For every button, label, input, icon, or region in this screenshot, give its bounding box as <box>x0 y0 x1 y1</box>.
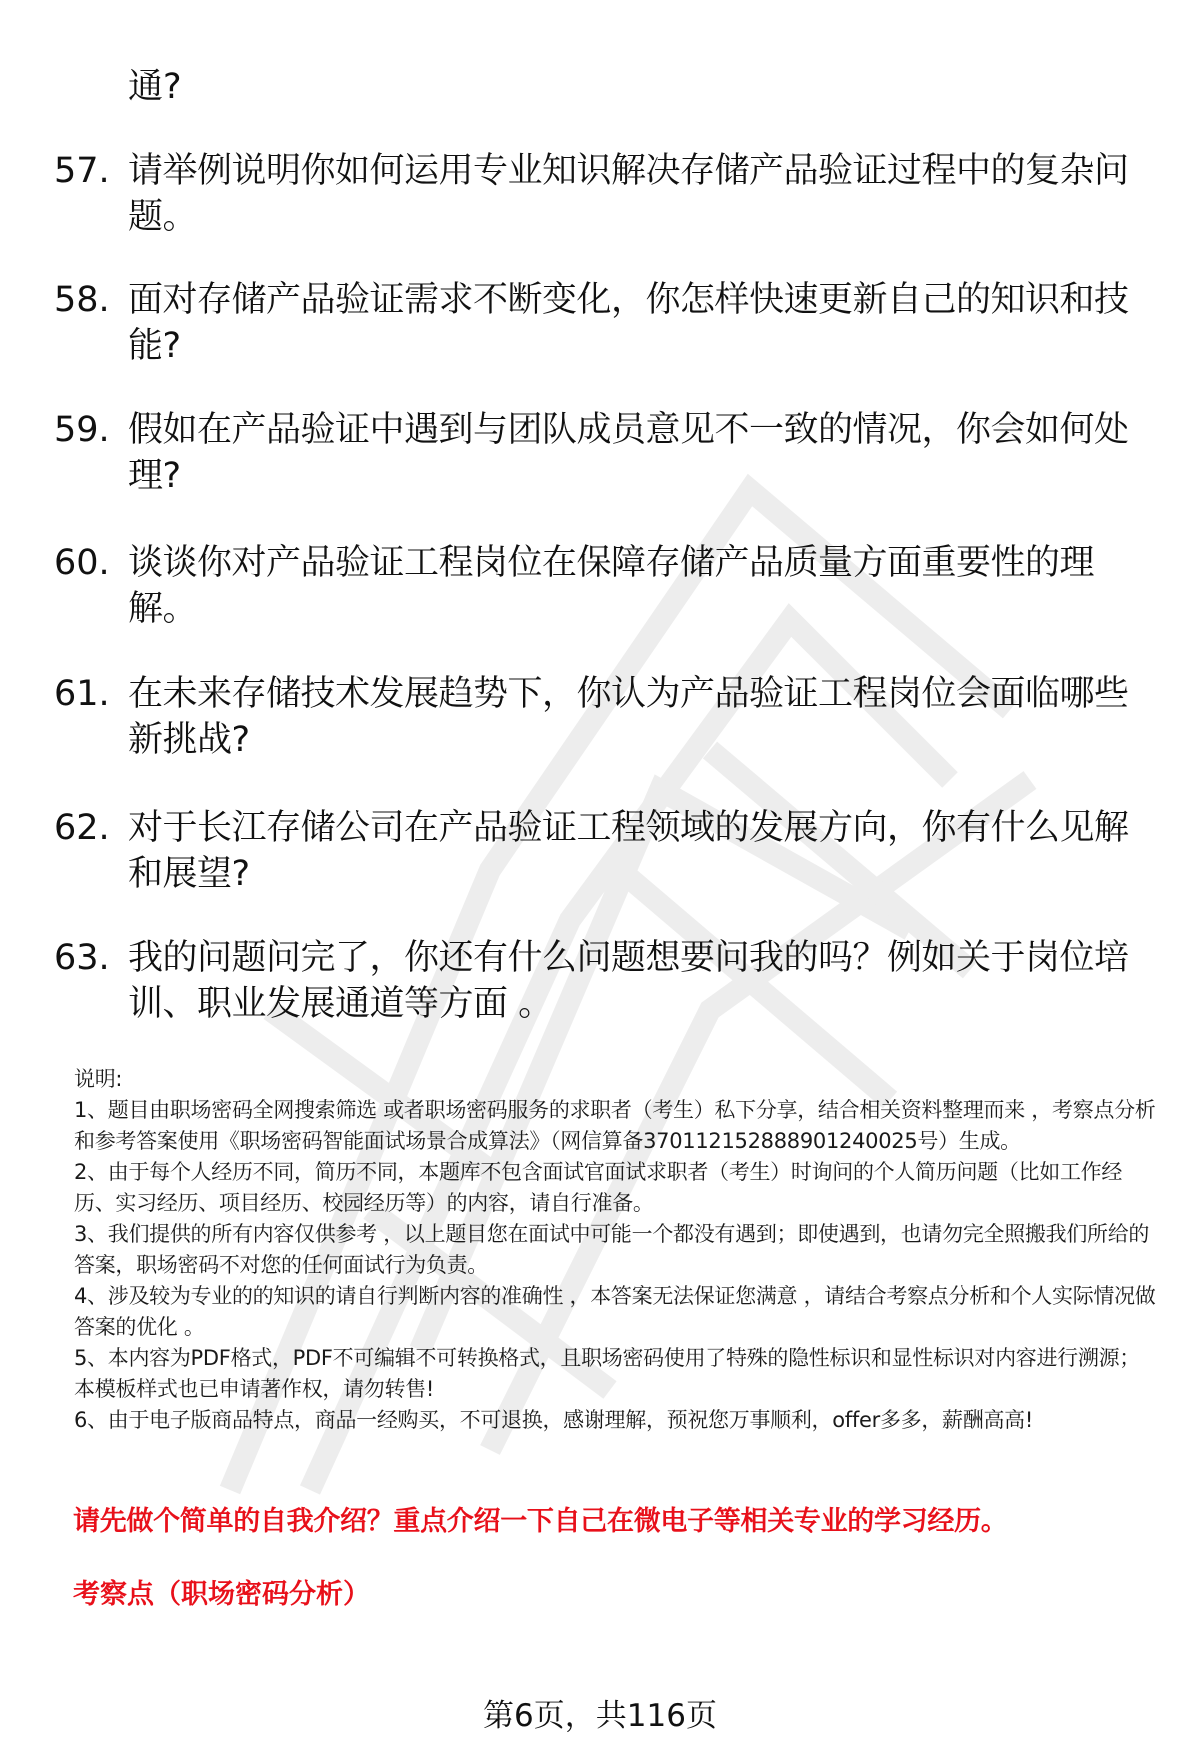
note-item-1: 1、题目由职场密码全网搜索筛选 或者职场密码服务的求职者（考生）私下分享，结合相关资料整理而来 ，考察点分析和参考答案使用《职场密码智能面试场景合成算法》（网信算备370112152888901240025号）生成。 <box>74 1098 1156 1153</box>
question-text: 谈谈你对产品验证工程岗位在保障存储产品质量方面重要性的理解。 <box>128 543 1095 629</box>
question-number: 63. <box>54 938 110 978</box>
notes-section <box>74 1064 1159 1436</box>
section-heading: 请先做个简单的自我介绍？重点介绍一下自己在微电子等相关专业的学习经历。 <box>73 1506 1008 1537</box>
question-number: 61. <box>54 674 110 714</box>
notes-title: 说明: <box>74 1067 123 1091</box>
question-text: 面对存储产品验证需求不断变化，你怎样快速更新自己的知识和技能? <box>128 280 1129 366</box>
question-text: 对于长江存储公司在产品验证工程领域的发展方向，你有什么见解和展望? <box>128 808 1129 894</box>
note-item-3: 3、我们提供的所有内容仅供参考 ，以上题目您在面试中可能一个都没有遇到；即使遇到，也请勿完全照搬我们所给的答案，职场密码不对您的任何面试行为负责。 <box>74 1222 1150 1277</box>
note-item-5: 5、本内容为PDF格式，PDF不可编辑不可转换格式，且职场密码使用了特殊的隐性标识和显性标识对内容进行溯源；本模板样式也已申请著作权，请勿转售! <box>74 1346 1140 1401</box>
question-number: 62. <box>54 808 110 848</box>
question-number: 59. <box>54 410 110 450</box>
note-item-2: 2、由于每个人经历不同，简历不同，本题库不包含面试官面试求职者（考生）时询问的个人简历问题（比如工作经历、实习经历、项目经历、校园经历等）的内容，请自行准备。 <box>74 1160 1123 1215</box>
question-continuation: 通? <box>128 67 182 107</box>
question-text: 在未来存储技术发展趋势下，你认为产品验证工程岗位会面临哪些新挑战? <box>128 674 1129 760</box>
page-number: 第6页，共116页 <box>483 1698 717 1734</box>
question-number: 60. <box>54 543 110 583</box>
question-text: 我的问题问完了，你还有什么问题想要问我的吗？例如关于岗位培训、职业发展通道等方面 。 <box>128 938 1129 1024</box>
question-number: 57. <box>54 151 110 191</box>
section-subheading: 考察点（职场密码分析） <box>73 1579 370 1610</box>
question-text: 假如在产品验证中遇到与团队成员意见不一致的情况，你会如何处理? <box>128 410 1129 496</box>
question-text: 请举例说明你如何运用专业知识解决存储产品验证过程中的复杂问题。 <box>128 151 1129 237</box>
question-number: 58. <box>54 280 110 320</box>
note-item-6: 6、由于电子版商品特点，商品一经购买，不可退换，感谢理解，预祝您万事顺利，offer多多，薪酬高高! <box>74 1408 1033 1432</box>
note-item-4: 4、涉及较为专业的的知识的请自行判断内容的准确性 ，本答案无法保证您满意 ，请结合考察点分析和个人实际情况做答案的优化 。 <box>74 1284 1156 1339</box>
